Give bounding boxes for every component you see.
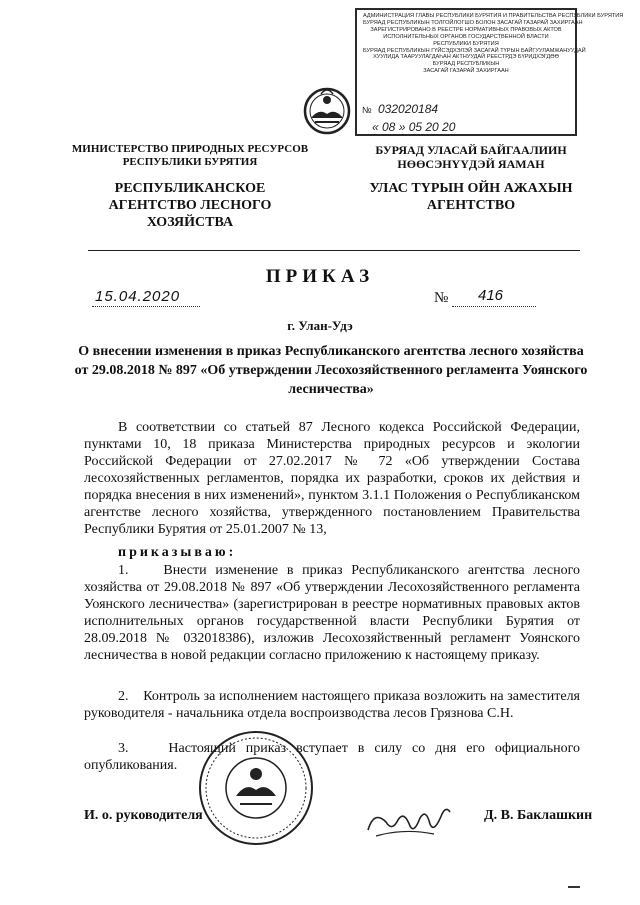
document-title: ПРИКАЗ [265,266,375,287]
page-mark [568,886,580,888]
header-divider [88,250,580,251]
ministry-name-ru: МИНИСТЕРСТВО ПРИРОДНЫХ РЕСУРСОВ РЕСПУБЛИКИ БУРЯТИЯ [71,143,309,168]
stamp-line: ИСПОЛНИТЕЛЬНЫХ ОРГАНОВ ГОСУДАРСТВЕННОЙ ВЛАСТИ [383,33,549,40]
stamp-line: БУРЯАД РЕСПУБЛИКЫН ГҮЙСЭДХЭЛЭЙ ЗАСАГАЙ ТҮРЫН БАЙГУУЛАМЖАНУУДАЙ [363,47,586,54]
signer-title: И. о. руководителя [84,808,203,823]
order-item-2: 2. Контроль за исполнением настоящего приказа возложить на заместителя руководителя - начальника отдела воспроизводства лесов Грязнова С.Н. [84,689,580,721]
stamp-line: РЕСПУБЛИКИ БУРЯТИЯ [433,40,499,47]
official-seal-icon [196,728,316,848]
document-number-label: № [434,290,449,306]
registration-stamp [355,8,624,136]
signature-icon [364,800,454,844]
stamp-line: БУРЯАД РЕСПУБЛИКЫН ТОЛГОЙЛОГШО БОЛОН ЗАСАГАЙ ГАЗАРАЙ ЗАХИРГААН [363,19,583,26]
document-subject: О внесении изменения в приказ Республиканского агентства лесного хозяйства от 29.08.2018 № 897 «Об утверждении Лесохозяйственного регламента Уоянского лесничества» [74,344,588,397]
stamp-line: ЗАРЕГИСТРИРОВАНО В РЕЕСТРЕ НОРМАТИВНЫХ ПРАВОВЫХ АКТОВ [370,26,562,33]
registration-number-value: 032020184 [378,102,439,116]
stamp-line: ЗАСАГАЙ ГАЗАРАЙ ЗАХИРГААН [423,68,509,75]
stamp-line: АДМИНИСТРАЦИЯ ГЛАВЫ РЕСПУБЛИКИ БУРЯТИЯ И ПРАВИТЕЛЬСТВА РЕСПУБЛИКИ БУРЯТИЯ [363,13,624,19]
order-item-1: 1. Внести изменение в приказ Республиканского агентства лесного хозяйства от 29.08.2018 № 897 «Об утверждении Лесохозяйственного регламента Уоянского лесничества» (зарегистрирован в реестре нормативных правовых актов исполнительных органов государственной власти Республики Бурятия от 28.09.2018 № 032018386), изложив Лесохозяйственный регламент Уоянского лесничества в новой редакции согласно приложению к настоящему приказу. [84,563,580,663]
ministry-name-bur: БУРЯАД УЛАСАЙ БАЙГААЛИИН НӨӨСЭНҮҮДЭЙ ЯАМАН [375,143,567,171]
date-underline [92,306,200,307]
stamp-line: ХУУЛИДА ТААРУУЛАГДАҺАН АКТНУУДАЙ РЕЕСТРДЭ БҮРИДХЭГДӨӨ [373,54,559,61]
order-word: приказываю: [118,545,237,560]
signer-name: Д. В. Баклашкин [484,808,593,823]
registration-number-label: № [362,105,372,115]
registration-number [362,102,438,116]
preamble-paragraph: В соответствии со статьей 87 Лесного кодекса Российской Федерации, пунктами 10, 18 приказа Министерства природных ресурсов и экологии Российской Федерации от 27.02.2017 № 72 «Об утверждении Состава лесохозяйственных регламентов, порядка их разработки, сроков их действия и порядка внесения в них изменений», пунктом 3.1.1 Положения о Республиканском агентстве лесного хозяйства, утвержденного постановлением Правительства Республики Бурятия от 25.01.2007 № 13, [84,420,580,537]
order-item-3: 3. Настоящий приказ вступает в силу со дня его официального опубликования. [84,741,580,773]
document-number: 416 [478,287,504,304]
agency-name-bur: УЛАС ТҮРЫН ОЙН АЖАХЫН АГЕНТСТВО [369,181,573,213]
city: г. Улан-Удэ [287,318,353,333]
coat-of-arms-icon [301,84,353,136]
document-date: 15.04.2020 [95,288,181,305]
registration-date: « 08 » 05 20 20 [372,120,456,134]
agency-name-ru: РЕСПУБЛИКАНСКОЕ АГЕНТСТВО ЛЕСНОГО ХОЗЯЙСТВА [108,181,272,230]
stamp-line: БУРЯАД РЕСПУБЛИКЫН [432,61,500,68]
number-underline [452,306,536,307]
